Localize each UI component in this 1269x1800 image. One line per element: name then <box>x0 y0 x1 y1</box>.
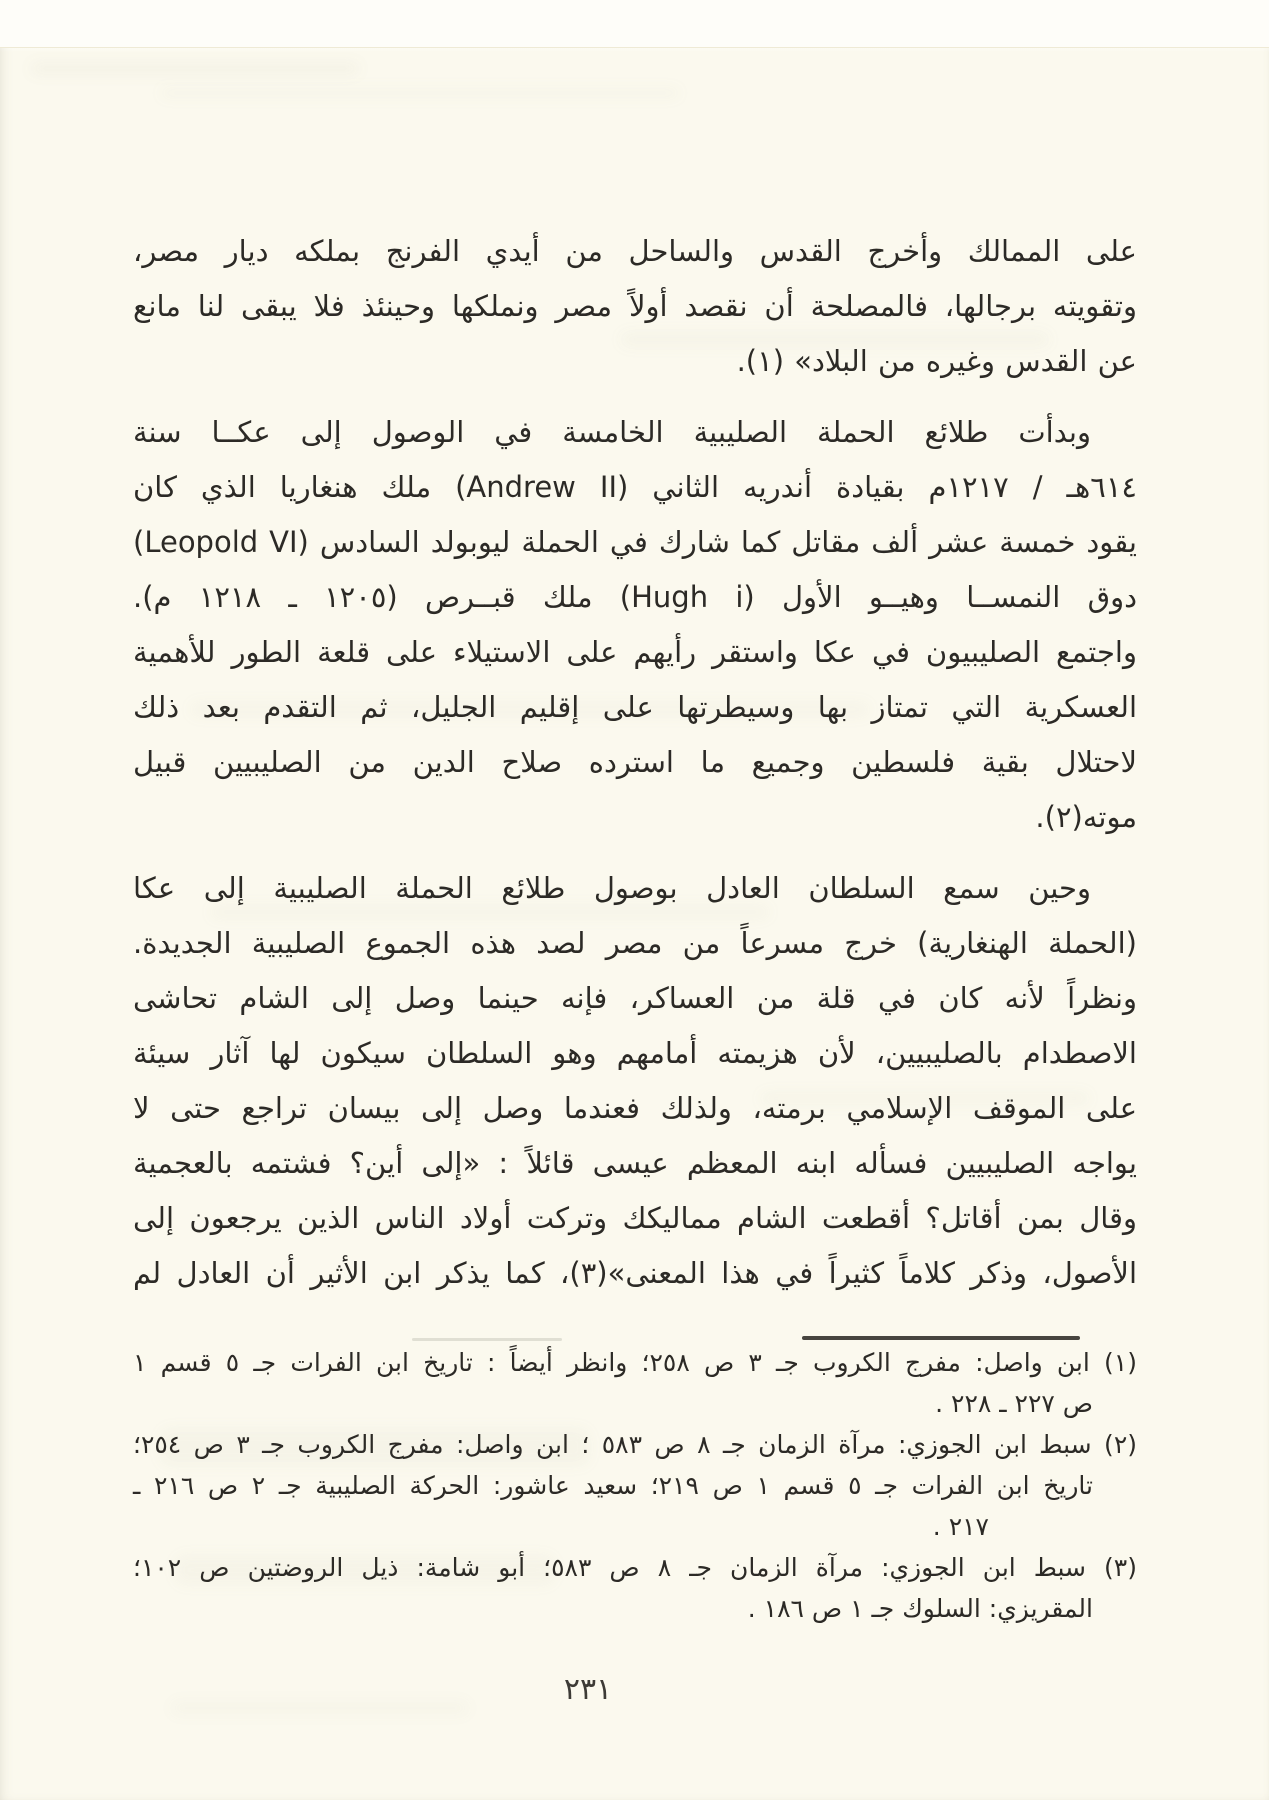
footnote-separator-faint <box>412 1338 562 1341</box>
text-line: دوق النمســا وهيــو الأول (Hugh i) ملك قبــرص (١٢٠٥ ـ ١٢١٨ م). <box>133 580 1137 614</box>
bleed-through-artifact <box>30 62 360 75</box>
footnote-line: ص ٢٢٧ ـ ٢٢٨ . <box>935 1389 1093 1418</box>
bleed-through-artifact <box>160 88 680 98</box>
text-line: (الحملة الهنغارية) خرج مسرعاً من مصر لصد هذه الجموع الصليبية الجديدة. <box>133 926 1137 960</box>
footnotes <box>133 1342 1137 1629</box>
footnote-line: المقريزي: السلوك جـ ١ ص ١٨٦ . <box>747 1594 1093 1623</box>
scan-top-edge <box>0 0 1269 48</box>
footnote-line: تاريخ ابن الفرات جـ ٥ قسم ١ ص ٢١٩؛ سعيد عاشور: الحركة الصليبية جـ ٢ ص ٢١٦ ـ <box>133 1471 1093 1500</box>
text-line: وبدأت طلائع الحملة الصليبية الخامسة في الوصول إلى عكــا سنة <box>133 415 1091 449</box>
footnote-line: (١) ابن واصل: مفرج الكروب جـ ٣ ص ٢٥٨؛ وانظر أيضاً : تاريخ ابن الفرات جـ ٥ قسم ١ <box>133 1348 1137 1377</box>
text-line: لاحتلال بقية فلسطين وجميع ما استرده صلاح الدين من الصليبيين قبيل <box>133 745 1137 779</box>
footnote-line: (٢) سبط ابن الجوزي: مرآة الزمان جـ ٨ ص ٥٨٣ ؛ ابن واصل: مفرج الكروب جـ ٣ ص ٢٥٤؛ <box>133 1430 1138 1459</box>
text-line: موته(٢). <box>1035 800 1137 834</box>
text-line: يواجه الصليبيين فسأله ابنه المعظم عيسى قائلاً : «إلى أين؟ فشتمه بالعجمية <box>133 1146 1137 1180</box>
text-line: الأصول، وذكر كلاماً كثيراً في هذا المعنى»(٣)، كما يذكر ابن الأثير أن العادل لم <box>133 1256 1138 1290</box>
text-line: ونظراً لأنه كان في قلة من العساكر، فإنه حينما وصل إلى الشام تحاشى <box>133 981 1137 1015</box>
text-line: وتقويته برجالها، فالمصلحة أن نقصد أولاً مصر ونملكها وحينئذ فلا يبقى لنا مانع <box>133 289 1137 323</box>
text-line: الاصطدام بالصليبيين، لأن هزيمته أمامهم وهو السلطان سيكون لها آثار سيئة <box>133 1036 1137 1070</box>
text-line: العسكرية التي تمتاز بها وسيطرتها على إقليم الجليل، ثم التقدم بعد ذلك <box>133 690 1137 724</box>
text-line: وقال بمن أقاتل؟ أقطعت الشام مماليكك وتركت أولاد الناس الذين يرجعون إلى <box>133 1201 1137 1235</box>
text-line: وحين سمع السلطان العادل بوصول طلائع الحملة الصليبية إلى عكا <box>133 871 1091 905</box>
text-line: على الموقف الإسلامي برمته، ولذلك فعندما وصل إلى بيسان تراجع حتى لا <box>133 1091 1137 1125</box>
text-line: يقود خمسة عشر ألف مقاتل كما شارك في الحملة ليوبولد السادس (Leopold VI) <box>133 525 1137 559</box>
footnote-separator <box>802 1336 1080 1340</box>
text-line: على الممالك وأخرج القدس والساحل من أيدي الفرنج بملكه ديار مصر، <box>133 234 1137 268</box>
page-number: ٢٣١ <box>563 1672 613 1707</box>
footnote-line: (٣) سبط ابن الجوزي: مرآة الزمان جـ ٨ ص ٥٨٣؛ أبو شامة: ذيل الروضتين ص ١٠٢؛ <box>133 1553 1137 1582</box>
text-line: واجتمع الصليبيون في عكا واستقر رأيهم على الاستيلاء على قلعة الطور للأهمية <box>133 635 1137 669</box>
text-line: عن القدس وغيره من البلاد» (١). <box>736 344 1137 378</box>
bleed-through-artifact <box>170 1700 470 1716</box>
text-line: ٦١٤هـ / ١٢١٧م بقيادة أندريه الثاني (Andrew II) ملك هنغاريا الذي كان <box>133 470 1138 504</box>
footnote-line: ٢١٧ . <box>932 1512 989 1541</box>
main-text <box>133 224 1137 1301</box>
